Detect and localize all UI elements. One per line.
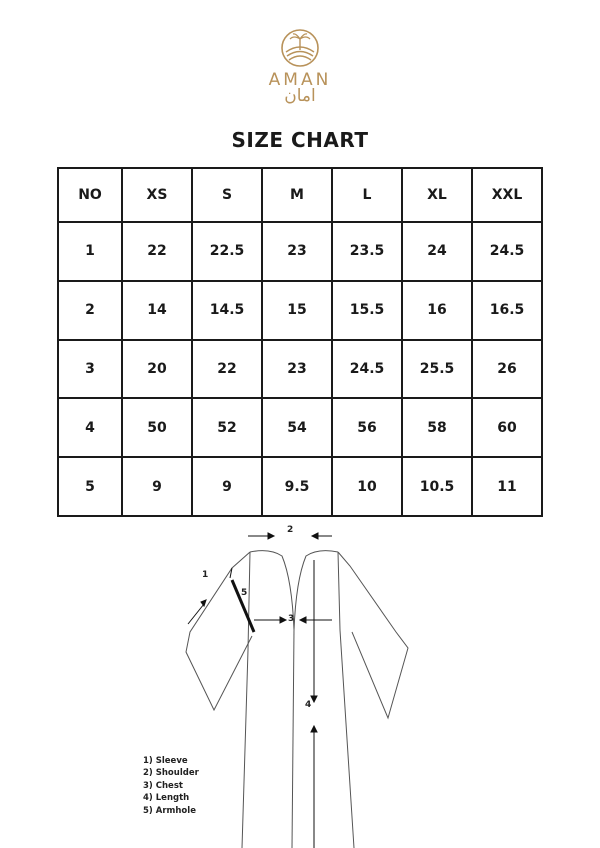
table-cell: 56 <box>332 398 402 457</box>
table-row <box>58 281 542 340</box>
table-row <box>58 457 542 516</box>
legend-item: 1) Sleeve <box>143 756 188 766</box>
table-cell: 16 <box>402 281 472 340</box>
brand-name-en: AMAN <box>268 70 332 90</box>
measurement-legend <box>143 755 199 817</box>
diagram-label-length: 4 <box>305 700 312 710</box>
right-sleeve-outline <box>338 552 408 718</box>
legend-item: 4) Length <box>143 793 190 804</box>
header-cell: XS <box>122 168 192 222</box>
table-cell: 1 <box>58 222 122 281</box>
table-row <box>58 398 542 457</box>
table-cell: 24.5 <box>332 340 402 399</box>
table-cell: 24 <box>402 222 472 281</box>
header-cell: M <box>262 168 332 222</box>
table-row <box>58 340 542 399</box>
table-cell: 58 <box>402 398 472 457</box>
palm-emblem-icon <box>280 28 320 68</box>
table-cell: 23 <box>262 222 332 281</box>
diagram-label-shoulder: 2 <box>287 525 294 535</box>
table-cell: 26 <box>472 340 542 399</box>
brand-name-ar: امان <box>284 86 316 106</box>
table-cell: 11 <box>472 457 542 516</box>
header-cell: NO <box>58 168 122 222</box>
table-cell: 16.5 <box>472 281 542 340</box>
table-cell: 14.5 <box>192 281 262 340</box>
table-cell: 14 <box>122 281 192 340</box>
table-cell: 25.5 <box>402 340 472 399</box>
table-cell: 23 <box>262 340 332 399</box>
legend-item: 2) Shoulder <box>143 768 199 779</box>
table-cell: 23.5 <box>332 222 402 281</box>
diagram-label-sleeve: 1 <box>202 570 209 580</box>
table-header-row <box>58 168 542 222</box>
table-cell: 9 <box>192 457 262 516</box>
table-cell: 15.5 <box>332 281 402 340</box>
size-chart-table <box>57 167 543 517</box>
table-cell: 9.5 <box>262 457 332 516</box>
right-body-outline <box>338 552 354 848</box>
table-cell: 2 <box>58 281 122 340</box>
header-cell: XXL <box>472 168 542 222</box>
left-sleeve-outline <box>186 552 252 710</box>
diagram-label-armhole: 5 <box>241 588 248 598</box>
legend-item: 3) Chest <box>143 780 183 791</box>
page-title: SIZE CHART <box>231 128 369 152</box>
center-front-line <box>292 630 294 848</box>
table-cell: 3 <box>58 340 122 399</box>
table-row <box>58 222 542 281</box>
table-cell: 60 <box>472 398 542 457</box>
table-cell: 22 <box>122 222 192 281</box>
table-cell: 22 <box>192 340 262 399</box>
table-cell: 54 <box>262 398 332 457</box>
table-cell: 15 <box>262 281 332 340</box>
table-cell: 24.5 <box>472 222 542 281</box>
table-cell: 10 <box>332 457 402 516</box>
legend-item: 5) Armhole <box>143 805 196 816</box>
header-cell: L <box>332 168 402 222</box>
table-cell: 10.5 <box>402 457 472 516</box>
diagram-label-chest: 3 <box>288 614 295 624</box>
header-cell: S <box>192 168 262 222</box>
table-cell: 50 <box>122 398 192 457</box>
table-cell: 52 <box>192 398 262 457</box>
header-cell: XL <box>402 168 472 222</box>
table-cell: 5 <box>58 457 122 516</box>
table-cell: 4 <box>58 398 122 457</box>
table-cell: 22.5 <box>192 222 262 281</box>
table-cell: 20 <box>122 340 192 399</box>
table-cell: 9 <box>122 457 192 516</box>
